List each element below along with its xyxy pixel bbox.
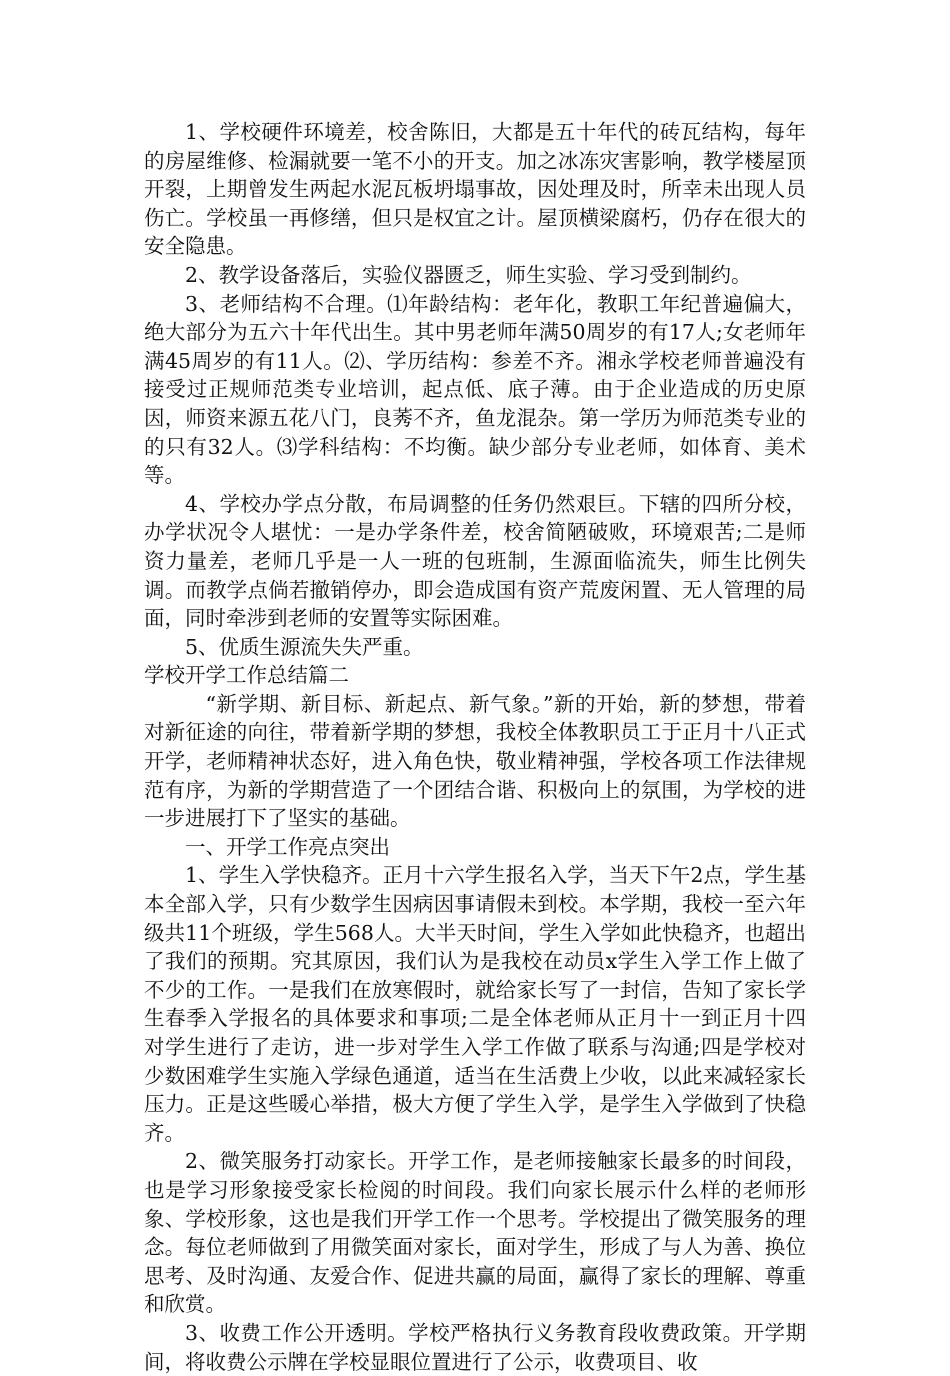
section-heading: 学校开学工作总结篇二 [144, 663, 349, 688]
paragraph-highlight-2: 2、微笑服务打动家长。开学工作，是老师接触家长最多的时间段，也是学习形象接受家长检阅的时间段。我们向家长展示什么样的老师形象、学校形象，这也是我们开学工作一个思考。学校提出了微笑服务的理念。每位老师做到了用微笑面对家长，面对学生，形成了与人为善、换位思考、及时沟通、友爱合作、促进共赢的局面，赢得了家长的理解、尊重和欣赏。 [144, 1149, 806, 1317]
paragraph-issue-4: 4、学校办学点分散，布局调整的任务仍然艰巨。下辖的四所分校，办学状况令人堪忧：一是办学条件差，校舍简陋破败，环境艰苦;二是师资力量差，老师几乎是一人一班的包班制，生源面临流失，师生比例失调。而教学点倘若撤销停办，即会造成国有资产荒废闲置、无人管理的局面，同时牵涉到老师的安置等实际困难。 [144, 491, 806, 631]
paragraph-issue-1: 1、学校硬件环境差，校舍陈旧，大都是五十年代的砖瓦结构，每年的房屋维修、检漏就要一笔不小的开支。加之冰冻灾害影响，教学楼屋顶开裂，上期曾发生两起水泥瓦板坍塌事故，因处理及时，所幸未出现人员伤亡。学校虽一再修缮，但只是权宜之计。屋顶横梁腐朽，仍存在很大的安全隐患。 [144, 120, 806, 259]
paragraph-highlight-3: 3、收费工作公开透明。学校严格执行义务教育段收费政策。开学期间，将收费公示牌在学校显眼位置进行了公示，收费项目、收 [144, 1320, 806, 1374]
document-body [144, 118, 806, 1376]
paragraph-highlight-1: 1、学生入学快稳齐。正月十六学生报名入学，当天下午2点，学生基本全部入学，只有少数学生因病因事请假未到校。本学期，我校一至六年级共11个班级，学生568人。大半天时间，学生入学如此快稳齐，也超出了我们的预期。究其原因，我们认为是我校在动员x学生入学工作上做了不少的工作。一是我们在放寒假时，就给家长写了一封信，告知了家长学生春季入学报名的具体要求和事项;二是全体老师从正月十一到正月十四对学生进行了走访，进一步对学生入学工作做了联系与沟通;四是学校对少数困难学生实施入学绿色通道，适当在生活费上少收，以此来减轻家长压力。正是这些暖心举措，极大方便了学生入学，是学生入学做到了快稳齐。 [144, 863, 806, 1145]
paragraph-issue-2: 2、教学设备落后，实验仪器匮乏，师生实验、学习受到制约。 [185, 262, 752, 287]
subheading-highlights: 一、开学工作亮点突出 [185, 834, 390, 859]
paragraph-issue-3: 3、老师结构不合理。⑴年龄结构：老年化，教职工年纪普遍偏大，绝大部分为五六十年代出生。其中男老师年满50周岁的有17人;女老师年满45周岁的有11人。⑵、学历结构：参差不齐。湘永学校老师普遍没有接受过正规师范类专业培训，起点低、底子薄。由于企业造成的历史原因，师资来源五花八门，良莠不齐，鱼龙混杂。第一学历为师范类专业的的只有32人。⑶学科结构：不均衡。缺少部分专业老师，如体育、美术等。 [144, 291, 806, 488]
paragraph-issue-5: 5、优质生源流失失严重。 [185, 634, 424, 659]
paragraph-intro: “新学期、新目标、新起点、新气象。”新的开始，新的梦想，带着对新征途的向往，带着新学期的梦想，我校全体教职员工于正月十八正式开学，老师精神状态好，进入角色快，敬业精神强，学校各项工作法律规范有序，为新的学期营造了一个团结合谐、积极向上的氛围，为学校的进一步进展打下了坚实的基础。 [144, 691, 806, 831]
